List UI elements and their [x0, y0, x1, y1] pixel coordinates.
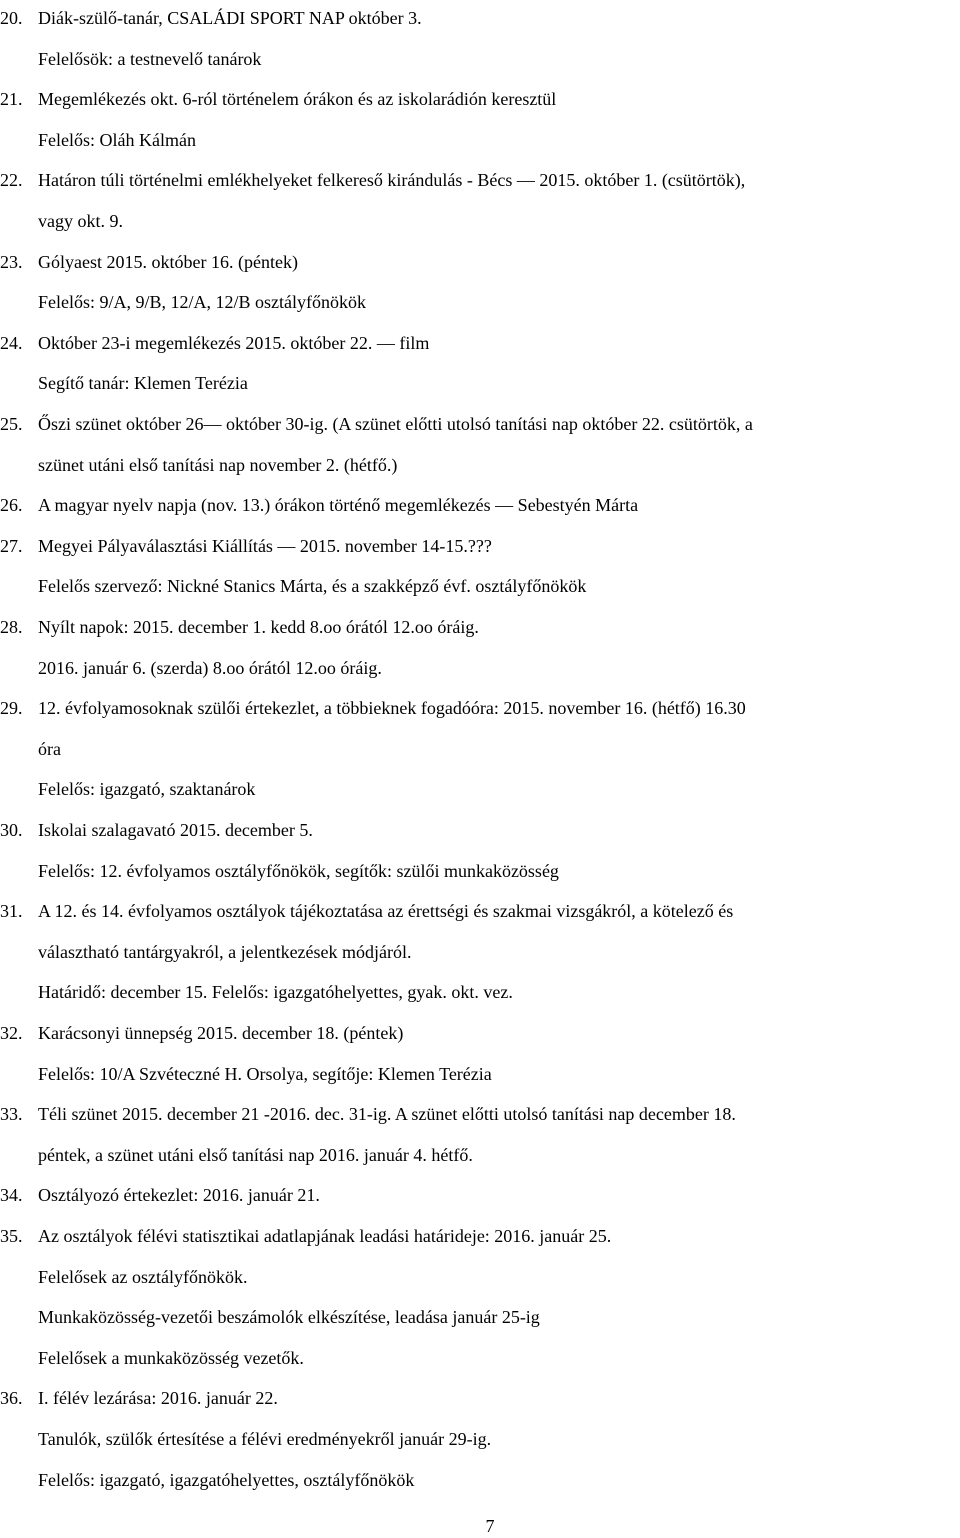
- list-item-continuation: [0, 209, 123, 233]
- item-text: Segítő tanár: Klemen Terézia: [38, 373, 248, 394]
- list-item: [0, 412, 753, 436]
- list-item: [0, 818, 313, 842]
- item-number: 34.: [0, 1185, 23, 1206]
- page-number: 7: [485, 1516, 495, 1536]
- list-item-continuation: [0, 1143, 473, 1167]
- list-item-continuation: [0, 1305, 540, 1329]
- item-text: Megyei Pályaválasztási Kiállítás ― 2015. november 14-15.???: [38, 535, 492, 556]
- item-number: 21.: [0, 89, 23, 110]
- list-item-continuation: [0, 980, 513, 1004]
- item-text: Tanulók, szülők értesítése a félévi eredményekről január 29-ig.: [38, 1429, 492, 1449]
- list-item: [0, 696, 746, 720]
- item-number: 22.: [0, 170, 23, 191]
- item-text: Az osztályok félévi statisztikai adatlapjának leadási határideje: 2016. január 25.: [38, 1226, 612, 1246]
- item-number: 30.: [0, 820, 23, 840]
- item-number: 31.: [0, 901, 23, 922]
- list-item-continuation: [0, 656, 382, 680]
- list-item: [0, 250, 298, 274]
- list-item: [0, 1102, 736, 1126]
- item-number: 26.: [0, 495, 23, 516]
- list-item-continuation: [0, 453, 397, 477]
- item-text: Felelős: 9/A, 9/B, 12/A, 12/B osztályfőnökök: [38, 292, 366, 313]
- item-text: A 12. és 14. évfolyamos osztályok tájékoztatása az érettségi és szakmai vizsgákról, a kötelező és: [38, 901, 734, 922]
- item-text: Karácsonyi ünnepség 2015. december 18. (péntek): [38, 1023, 404, 1043]
- item-text: Határidő: december 15. Felelős: igazgatóhelyettes, gyak. okt. vez.: [38, 982, 513, 1003]
- item-text: Felelősek az osztályfőnökök.: [38, 1266, 248, 1287]
- list-item: [0, 1183, 320, 1207]
- list-item-continuation: [0, 777, 255, 801]
- item-text: Diák-szülő-tanár, CSALÁDI SPORT NAP október 3.: [38, 8, 422, 28]
- item-text: Nyílt napok: 2015. december 1. kedd 8.oo órától 12.oo óráig.: [38, 617, 479, 637]
- item-number: 25.: [0, 414, 23, 434]
- list-item-continuation: [0, 128, 196, 152]
- item-text: Felelős: igazgató, szaktanárok: [38, 779, 256, 800]
- list-item: [0, 493, 638, 517]
- item-number: 23.: [0, 251, 23, 272]
- item-text: Téli szünet 2015. december 21 -2016. dec. 31-ig. A szünet előtti utolsó tanítási nap december 18.: [38, 1104, 736, 1125]
- item-text: óra: [38, 738, 61, 759]
- list-item-continuation: [0, 47, 261, 71]
- item-text: Őszi szünet október 26― október 30-ig. (A szünet előtti utolsó tanítási nap október 22. csütörtök, a: [38, 414, 753, 434]
- item-text: péntek, a szünet utáni első tanítási nap 2016. január 4. hétfő.: [38, 1144, 473, 1165]
- item-text: A magyar nyelv napja (nov. 13.) órákon történő megemlékezés ― Sebestyén Márta: [38, 495, 639, 516]
- list-item-continuation: [0, 371, 248, 395]
- list-item: [0, 87, 556, 111]
- item-text: Felelős: igazgató, igazgatóhelyettes, osztályfőnökök: [38, 1469, 415, 1490]
- list-item: [0, 168, 745, 192]
- item-number: 35.: [0, 1226, 23, 1246]
- item-text: Határon túli történelmi emlékhelyeket felkereső kirándulás - Bécs ― 2015. október 1. (csütörtök),: [38, 170, 746, 191]
- item-text: Munkaközösség-vezetői beszámolók elkészítése, leadása január 25-ig: [38, 1307, 540, 1328]
- list-item: [0, 1021, 403, 1045]
- item-text: Felelős szervező: Nickné Stanics Márta, és a szakképző évf. osztályfőnökök: [38, 576, 587, 597]
- item-number: 36.: [0, 1388, 23, 1409]
- item-text: 2016. január 6. (szerda) 8.oo órától 12.oo óráig.: [38, 657, 382, 678]
- item-text: Október 23-i megemlékezés 2015. október 22. ― film: [38, 332, 430, 353]
- item-number: 32.: [0, 1023, 23, 1043]
- item-number: 27.: [0, 535, 23, 556]
- item-number: 33.: [0, 1104, 23, 1125]
- list-item: [0, 6, 422, 30]
- list-item: [0, 899, 733, 923]
- list-item-continuation: [0, 1468, 414, 1492]
- list-item-continuation: [0, 737, 61, 761]
- item-number: 29.: [0, 698, 23, 719]
- list-item: [0, 331, 429, 355]
- list-item-continuation: [0, 1062, 492, 1086]
- list-item: [0, 1224, 611, 1248]
- list-item-continuation: [0, 290, 366, 314]
- item-text: Megemlékezés okt. 6-ról történelem órákon és az iskolarádión keresztül: [38, 89, 557, 110]
- list-item-continuation: [0, 1427, 491, 1451]
- item-text: Felelős: 12. évfolyamos osztályfőnökök, segítők: szülői munkaközösség: [38, 860, 559, 881]
- item-text: Iskolai szalagavató 2015. december 5.: [38, 820, 313, 840]
- list-item: [0, 534, 492, 558]
- item-text: Osztályozó értekezlet: 2016. január 21.: [38, 1185, 320, 1206]
- item-text: Felelősek a munkaközösség vezetők.: [38, 1347, 304, 1368]
- list-item-continuation: [0, 859, 559, 883]
- item-text: Gólyaest 2015. október 16. (péntek): [38, 251, 298, 272]
- item-text: Felelősök: a testnevelő tanárok: [38, 48, 262, 69]
- item-number: 24.: [0, 332, 23, 353]
- list-item-continuation: [0, 940, 412, 964]
- list-item-continuation: [0, 574, 586, 598]
- list-item: [0, 615, 479, 639]
- item-text: Felelős: 10/A Szvéteczné H. Orsolya, segítője: Klemen Terézia: [38, 1063, 492, 1084]
- item-text: 12. évfolyamosoknak szülői értekezlet, a többieknek fogadóóra: 2015. november 16. (hétfő) 16.30: [38, 698, 746, 719]
- list-item-continuation: [0, 1265, 247, 1289]
- item-text: Felelős: Oláh Kálmán: [38, 129, 196, 150]
- item-text: szünet utáni első tanítási nap november 2. (hétfő.): [38, 454, 398, 475]
- list-item-continuation: [0, 1346, 304, 1370]
- item-number: 28.: [0, 617, 23, 637]
- item-text: választható tantárgyakról, a jelentkezések módjáról.: [38, 941, 412, 962]
- item-number: 20.: [0, 8, 23, 28]
- list-item: [0, 1386, 278, 1410]
- item-text: I. félév lezárása: 2016. január 22.: [38, 1388, 278, 1409]
- item-text: vagy okt. 9.: [38, 211, 123, 231]
